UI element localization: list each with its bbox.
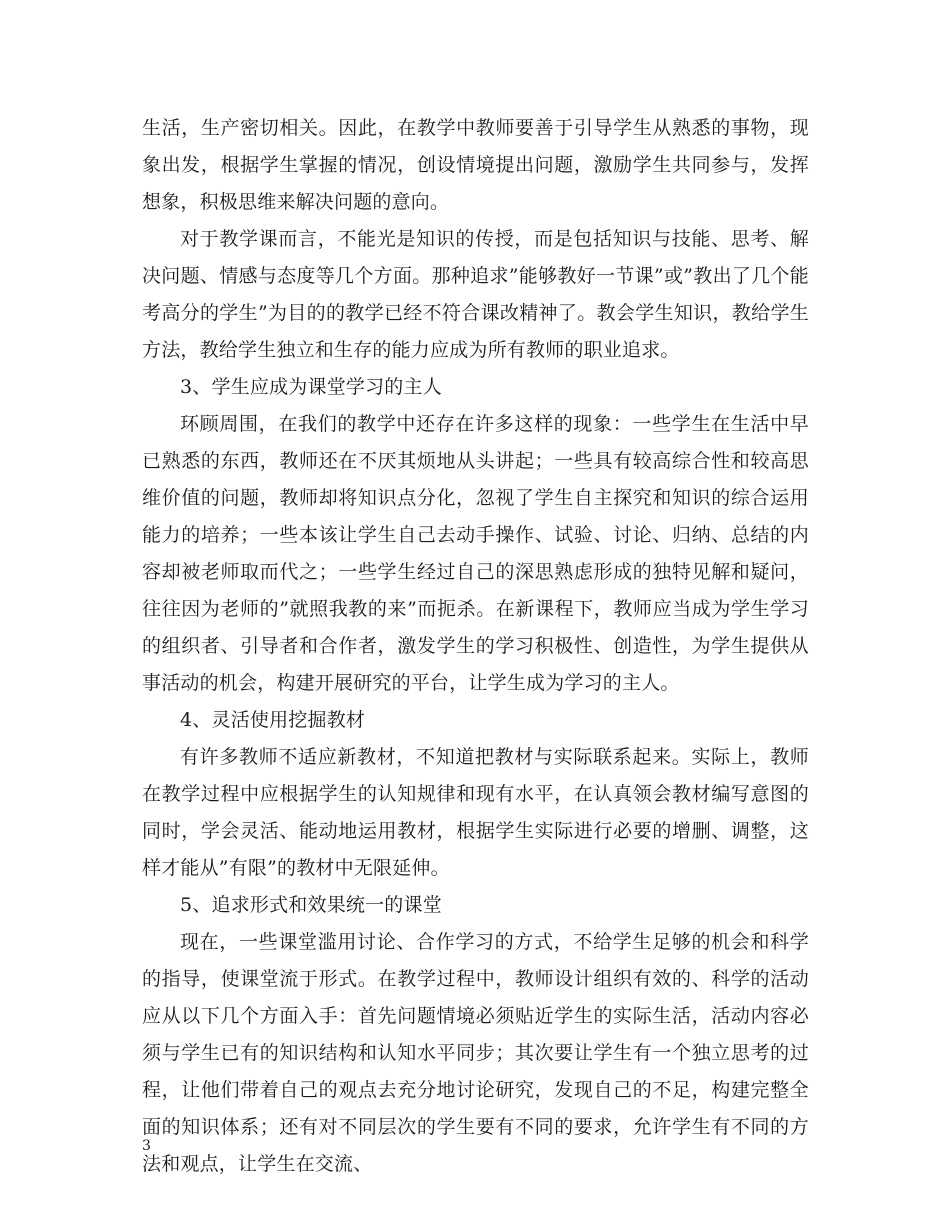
section-heading-3: 3、学生应成为课堂学习的主人 [180, 376, 442, 398]
paragraph-continuation: 生活，生产密切相关。因此，在教学中教师要善于引导学生从熟悉的事物，现象出发，根据学生掌握的情况，创设情境提出问题，激励学生共同参与，发挥想象，积极思维来解决问题的意向。 [142, 117, 809, 213]
paragraph-teaching-goals: 对于教学课而言，不能光是知识的传授，而是包括知识与技能、思考、解决问题、情感与态度等几个方面。那种追求”能够教好一节课”或”教出了几个能考高分的学生”为目的的教学已经不符合课改精神了。教会学生知识，教给学生方法，教给学生独立和生存的能力应成为所有教师的职业追求。 [142, 228, 809, 361]
page-number: 3 [142, 1138, 151, 1154]
paragraph-form-and-effect: 现在，一些课堂滥用讨论、合作学习的方式，不给学生足够的机会和科学的指导，使课堂流于形式。在教学过程中，教师设计组织有效的、科学的活动应从以下几个方面入手：首先问题情境必须贴近学生的实际生活，活动内容必须与学生已有的知识结构和认知水平同步；其次要让学生有一个独立思考的过程，让他们带着自己的观点去充分地讨论研究，发现自己的不足，构建完整全面的知识体系；还有对不同层次的学生要有不同的要求，允许学生有不同的方法和观点，让学生在交流、 [142, 931, 809, 1175]
document-body [142, 110, 809, 1183]
paragraph-student-as-master: 环顾周围，在我们的教学中还存在许多这样的现象：一些学生在生活中早已熟悉的东西，教师还在不厌其烦地从头讲起；一些具有较高综合性和较高思维价值的问题，教师却将知识点分化，忽视了学生自主探究和知识的综合运用能力的培养；一些本该让学生自己去动手操作、试验、讨论、归纳、总结的内容却被老师取而代之；一些学生经过自己的深思熟虑形成的独特见解和疑问，往往因为老师的”就照我教的来”而扼杀。在新课程下，教师应当成为学生学习的组织者、引导者和合作者，激发学生的学习积极性、创造性，为学生提供从事活动的机会，构建开展研究的平台，让学生成为学习的主人。 [142, 413, 809, 694]
section-heading-5: 5、追求形式和效果统一的课堂 [180, 894, 442, 916]
paragraph-textbook-usage: 有许多教师不适应新教材，不知道把教材与实际联系起来。实际上，教师在教学过程中应根据学生的认知规律和现有水平，在认真领会教材编写意图的同时，学会灵活、能动地运用教材，根据学生实际进行必要的增删、调整，这样才能从”有限”的教材中无限延伸。 [142, 746, 809, 879]
section-heading-4: 4、灵活使用挖掘教材 [180, 709, 366, 731]
